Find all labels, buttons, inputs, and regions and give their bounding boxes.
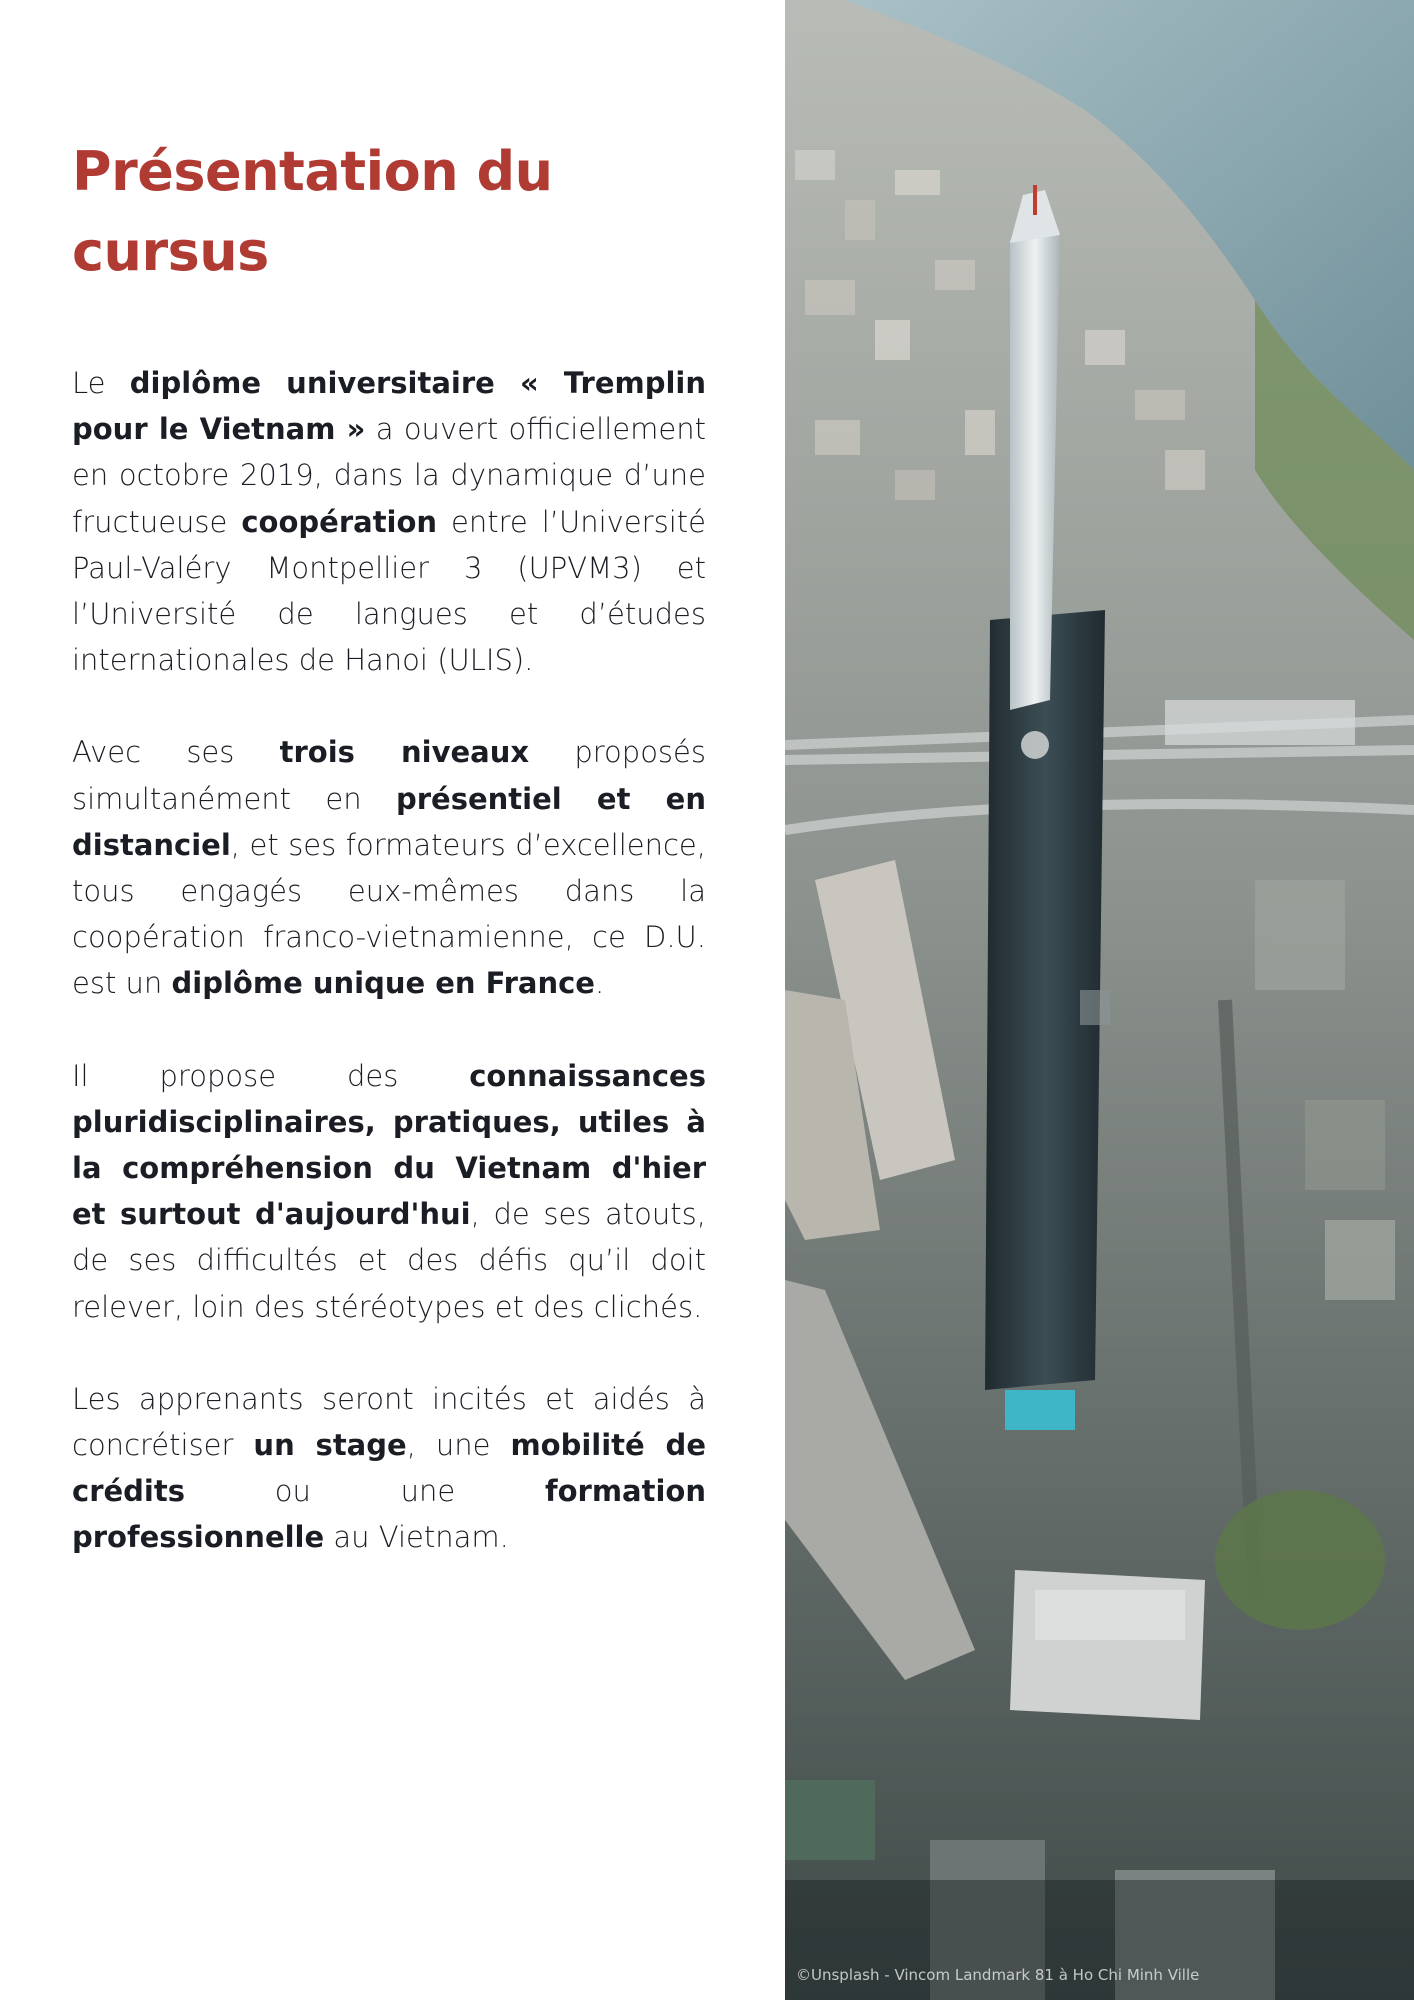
paragraph-levels xyxy=(72,729,706,1006)
park xyxy=(1215,1490,1385,1630)
text-run: Le xyxy=(72,366,130,400)
bold-run: trois niveaux xyxy=(279,735,530,770)
paragraph-knowledge xyxy=(72,1053,706,1330)
page-title: Présentation du cursus xyxy=(72,140,553,283)
landmark-tower-illustration xyxy=(785,0,1414,2000)
bold-run: mobilité de crédits xyxy=(72,1428,706,1509)
bold-run: diplôme universitaire « Tremplin pour le Vietnam » xyxy=(72,366,706,447)
bold-run: formation professionnelle xyxy=(72,1474,706,1555)
text-run: Il propose des xyxy=(72,1058,470,1093)
text-run: , et ses formateurs d’excellence, tous engagés eux-mêmes dans la coopération franco-vietnamienne, ce D.U. est un xyxy=(72,827,706,1001)
paragraph-learners xyxy=(72,1376,706,1561)
text-run: , une xyxy=(406,1428,511,1463)
aerial-city-photo xyxy=(785,0,1414,2000)
text-run: entre l’Université Paul-Valéry Montpellier 3 (UPVM3) et l’Université de langues et d’études internationales de Hanoi (ULIS). xyxy=(72,504,706,678)
bold-run: connaissances pluridisciplinaires, pratiques, utiles à la compréhension du Vietnam d'hier et surtout d'aujourd'hui xyxy=(72,1058,706,1232)
bold-run: coopération xyxy=(241,504,438,539)
bold-run: présentiel et en distanciel xyxy=(72,781,706,862)
paragraph-intro xyxy=(72,360,706,683)
overpass xyxy=(1165,700,1355,745)
text-run: ou une xyxy=(184,1474,545,1509)
bold-run: diplôme unique en France xyxy=(171,966,595,1001)
text-run: . xyxy=(594,966,605,1001)
text-run: , de ses atouts, de ses difficultés et des défis qu’il doit relever, loin des stéréotypes et des clichés. xyxy=(72,1197,706,1324)
body-text xyxy=(72,360,706,1607)
text-run: proposés simultanément en xyxy=(72,735,706,816)
photo-credit: ©Unsplash - Vincom Landmark 81 à Ho Chi Minh Ville xyxy=(796,1966,1200,1984)
pool xyxy=(1005,1390,1075,1430)
text-run: a ouvert officiellement en octobre 2019, dans la dynamique d’une fructueuse xyxy=(72,412,706,539)
text-run: au Vietnam. xyxy=(324,1520,509,1555)
text-run: Les apprenants seront incités et aidés à concrétiser xyxy=(72,1381,706,1463)
text-run: Avec ses xyxy=(72,735,280,770)
bold-run: un stage xyxy=(253,1428,407,1463)
